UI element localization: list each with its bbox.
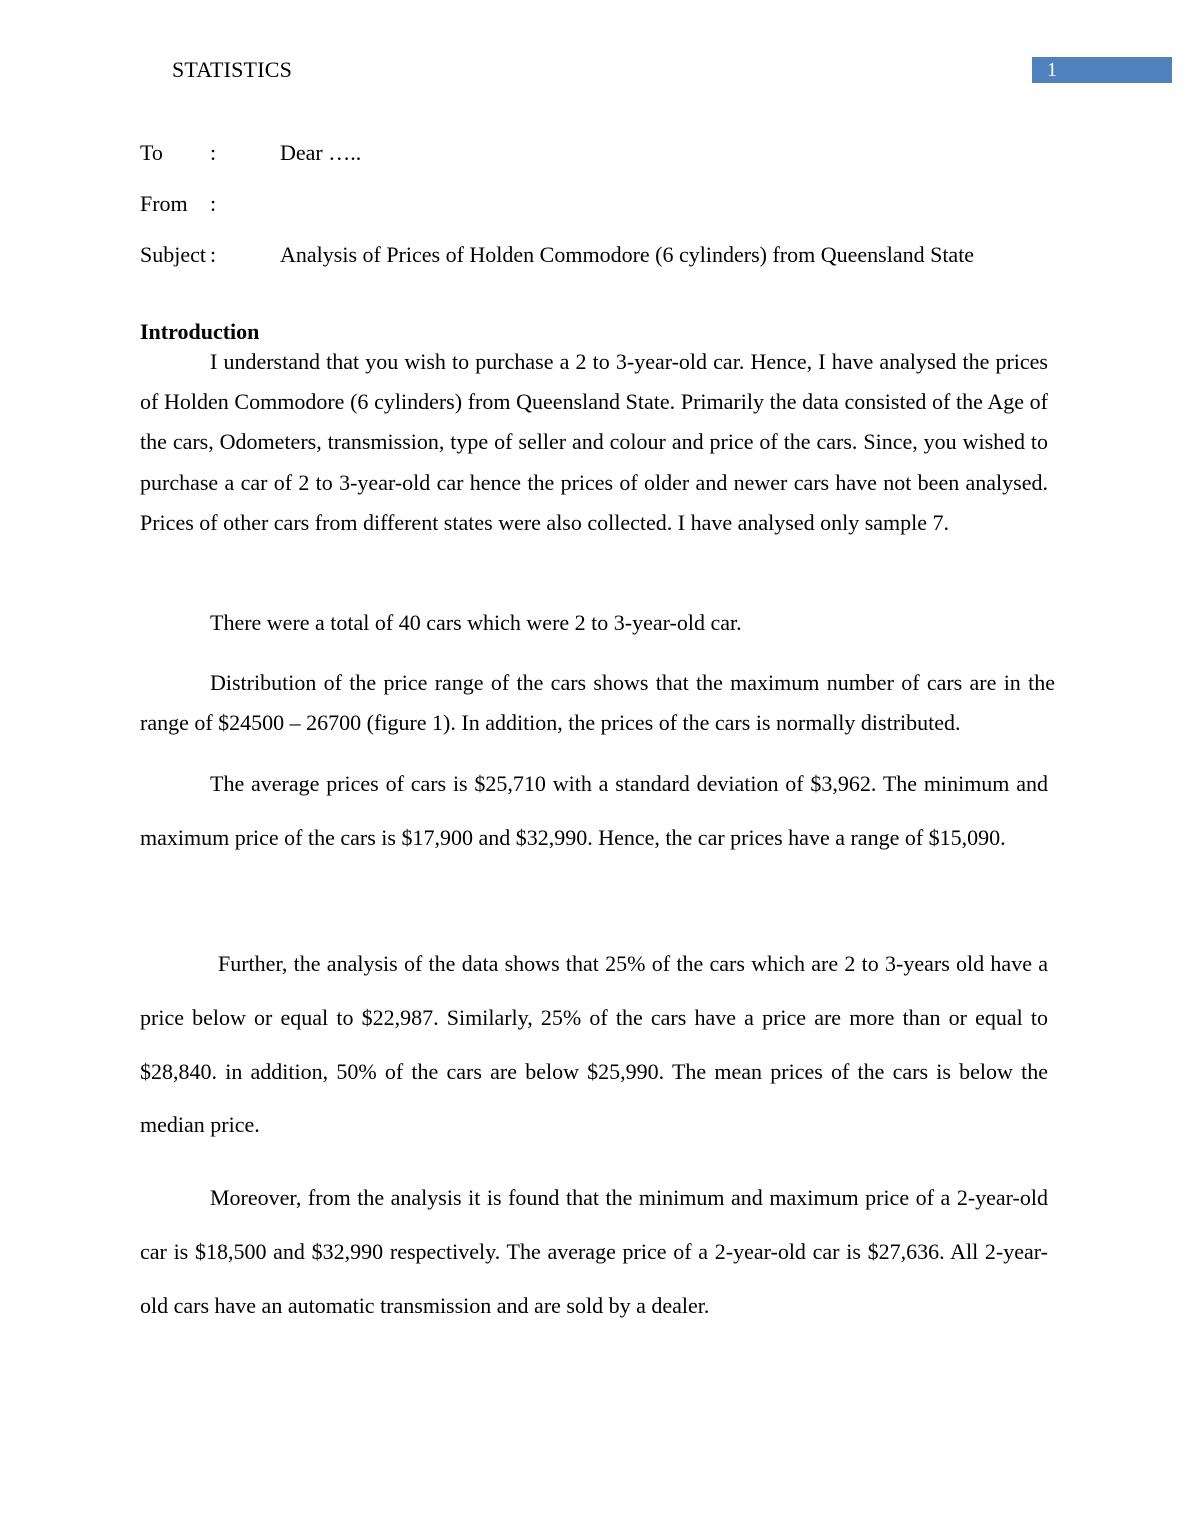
memo-row-from <box>140 189 1060 240</box>
memo-to-colon: : <box>210 140 217 165</box>
memo-subject-colon: : <box>210 242 217 267</box>
memo-block <box>140 138 1060 291</box>
paragraph-5: Further, the analysis of the data shows that 25% of the cars which are 2 to 3-years old have a price below or equal to $22,987. Similarly, 25% of the cars have a price are more than or equal to $28,840. in addition, 50% of the cars are below $25,990. The mean prices of the cars is below the median price. <box>140 951 1048 1138</box>
paragraph-2: There were a total of 40 cars which were 2 to 3-year-old car. <box>210 610 742 635</box>
page-number-box <box>1032 57 1172 83</box>
paragraph-4: The average prices of cars is $25,710 with a standard deviation of $3,962. The minimum and maximum price of the cars is $17,900 and $32,990. Hence, the car prices have a range of $15,090. <box>140 771 1048 850</box>
paragraph-3: Distribution of the price range of the cars shows that the maximum number of cars are in the range of $24500 – 26700 (figure 1). In addition, the prices of the cars is normally distributed. <box>140 670 1055 736</box>
paragraph-6: Moreover, from the analysis it is found that the minimum and maximum price of a 2-year-old car is $18,500 and $32,990 respectively. The average price of a 2-year-old car is $27,636. All 2-year-old cars have an automatic transmission and are sold by a dealer. <box>140 1185 1048 1318</box>
memo-from-label: From <box>140 191 188 216</box>
memo-row-subject <box>140 240 1060 291</box>
paragraph-1: I understand that you wish to purchase a 2 to 3-year-old car. Hence, I have analysed the prices of Holden Commodore (6 cylinders) from Queensland State. Primarily the data consisted of the Age of the cars, Odometers, transmission, type of seller and colour and price of the cars. Since, you wished to purchase a car of 2 to 3-year-old car hence the prices of older and newer cars have not been analysed. Prices of other cars from different states were also collected. I have analysed only sample 7. <box>140 349 1048 535</box>
memo-subject-label: Subject <box>140 242 206 267</box>
section-heading-introduction: Introduction <box>140 319 260 344</box>
memo-row-to <box>140 138 1060 189</box>
running-header-title: STATISTICS <box>172 57 293 82</box>
page-number: 1 <box>1047 59 1057 81</box>
memo-to-value: Dear ….. <box>280 140 362 165</box>
memo-to-label: To <box>140 140 163 165</box>
memo-subject-value: Analysis of Prices of Holden Commodore (6 cylinders) from Queensland State <box>280 242 975 267</box>
memo-from-colon: : <box>210 191 217 216</box>
